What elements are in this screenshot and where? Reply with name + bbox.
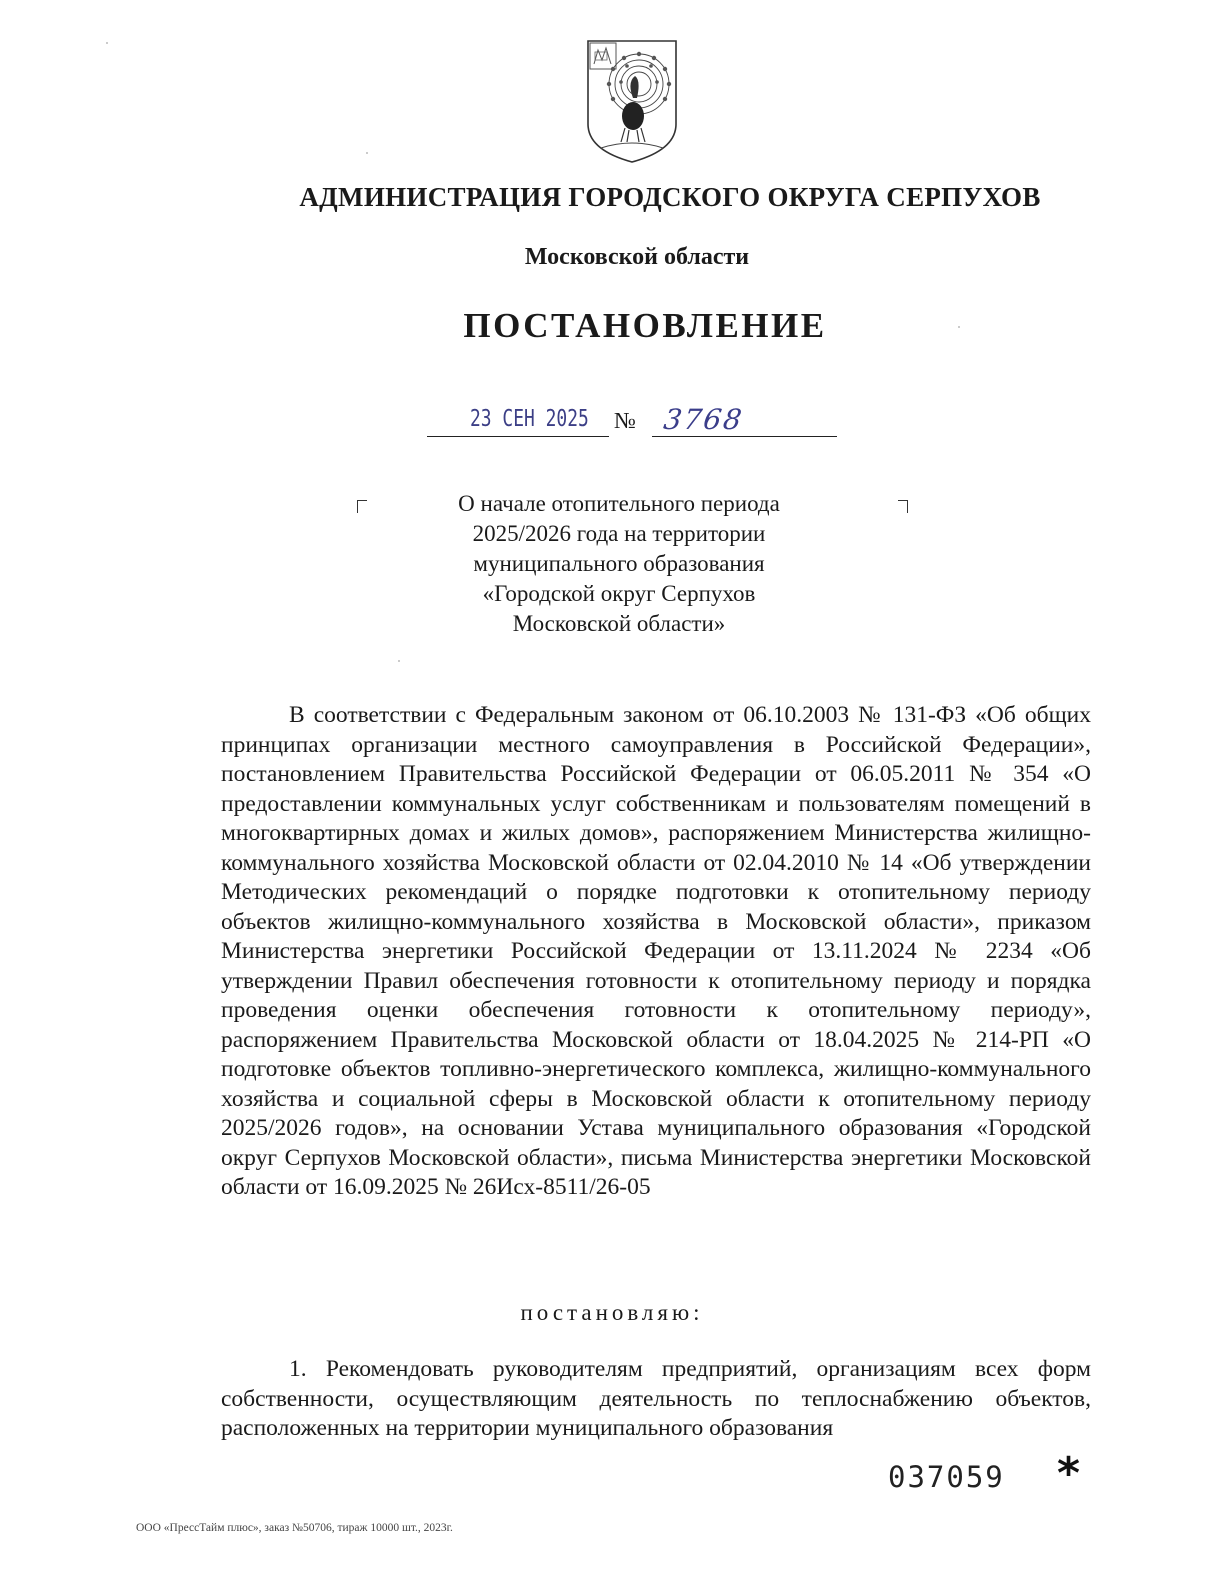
subject-line: 2025/2026 года на территории — [472, 521, 766, 546]
organization-title: АДМИНИСТРАЦИЯ ГОРОДСКОГО ОКРУГА СЕРПУХОВ — [299, 182, 1041, 212]
scan-speck — [398, 660, 400, 662]
document-number: 3768 — [661, 403, 746, 436]
subject-line: «Городской округ Серпухов — [482, 581, 756, 606]
resolve-word: постановляю: — [520, 1300, 704, 1325]
region-subtitle: Московской области — [524, 244, 750, 270]
document-subject — [400, 489, 838, 639]
scan-speck — [958, 326, 960, 328]
item-1-paragraph: 1. Рекомендовать руководителям предприятий, организациям всех форм собственности, осуществляющим деятельность по теплоснабжению объектов, расположенных на территории муниципального образования — [221, 1356, 1091, 1441]
number-sign: № — [614, 408, 636, 433]
document-type-heading: ПОСТАНОВЛЕНИЕ — [463, 306, 827, 345]
preamble-paragraph: В соответствии с Федеральным законом от 06.10.2003 № 131-ФЗ «Об общих принципах организации местного самоуправления в Российской Федерации», постановлением Правительства Российской Федерации от 06.05.2011 № 354 «О предоставлении коммунальных услуг собственникам и пользователям помещений в многоквартирных домах и жилых домов», распоряжением Министерства жилищно-коммунального хозяйства Московской области от 02.04.2010 № 14 «Об утверждении Методических рекомендаций о порядке подготовки к отопительному периоду объектов жилищно-коммунального хозяйства в Московской области», приказом Министерства энергетики Российской Федерации от 13.11.2024 № 2234 «Об утверждении Правил обеспечения готовности к отопительному периоду и порядка проведения оценки обеспечения готовности к отопительному периоду», распоряжением Правительства Московской области от 18.04.2025 № 214-РП «О подготовке объектов топливно-энергетического комплекса, жилищно-коммунального хозяйства и социальной сферы в Московской области к отопительному периоду 2025/2026 годов», на основании Устава муниципального образования «Городской округ Серпухов Московской области», письма Министерства энергетики Московской области от 16.09.2025 № 26Исх-8511/26-05 — [221, 702, 1091, 1200]
scan-speck — [106, 42, 108, 44]
coat-of-arms-emblem — [585, 38, 679, 166]
subject-line: Московской области» — [512, 611, 726, 636]
number-underline — [652, 436, 837, 437]
peacock-emblem-icon — [585, 38, 679, 166]
subject-corner-right — [898, 500, 908, 513]
date-stamp: 23 СЕН 2025 — [470, 406, 589, 432]
subject-line: муниципального образования — [473, 551, 765, 576]
subject-corner-left — [357, 500, 367, 513]
asterisk-mark: * — [1057, 1448, 1081, 1499]
blank-serial-number: 037059 — [888, 1460, 1005, 1494]
subject-line: О начале отопительного периода — [458, 491, 780, 516]
date-underline — [427, 436, 609, 437]
printer-imprint: ООО «ПрессТайм плюс», заказ №50706, тираж 10000 шт., 2023г. — [136, 1522, 453, 1534]
scan-speck — [366, 152, 368, 154]
